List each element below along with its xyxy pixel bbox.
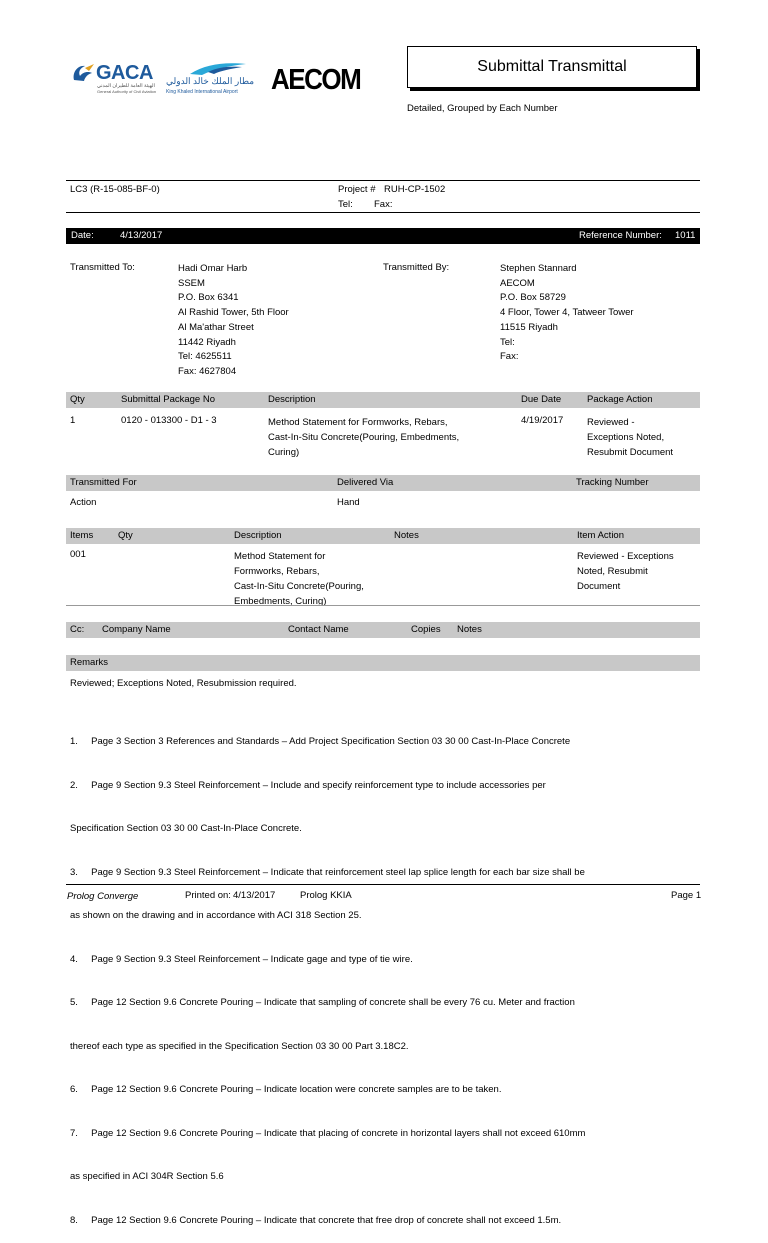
delivered-via-value: Hand [337, 497, 360, 508]
reference-number-value: 1011 [675, 230, 696, 241]
address-line: Stephen Stannard [500, 263, 577, 274]
gaca-english-name: General Authority of Civil Aviation [97, 89, 157, 94]
address-line: P.O. Box 6341 [178, 292, 239, 304]
text-line: Reviewed - [587, 417, 635, 428]
column-header: Notes [394, 530, 419, 541]
text-line: Reviewed - Exceptions [577, 551, 674, 562]
remarks-header [66, 655, 700, 671]
items-table-header [66, 528, 700, 544]
aecom-logo: AECOM [271, 62, 361, 96]
address-line: SSEM [178, 277, 205, 289]
project-number-label: Project # [338, 184, 376, 195]
column-header: Qty [118, 530, 133, 541]
project-tel-label: Tel: [338, 199, 353, 210]
divider [66, 212, 700, 213]
remark-line: 2. Page 9 Section 9.3 Steel Reinforcement – Include and specify reinforcement type to include accessories per [70, 779, 546, 791]
column-header: Items [70, 530, 94, 541]
transmitted-for-value: Action [70, 497, 97, 508]
address-line: Al Rashid Tower, 5th Floor [178, 307, 289, 319]
item-action [577, 549, 674, 594]
document-title: Submittal Transmittal [407, 46, 697, 88]
gaca-arabic-name: الهيئة العامة للطيران المدني [97, 83, 155, 89]
reference-number-label: Reference Number: [579, 230, 662, 241]
package-qty: 1 [70, 415, 76, 426]
column-header: Tracking Number [576, 477, 649, 488]
cc-table-header [66, 622, 700, 638]
package-table-header [66, 392, 700, 408]
gaca-logo-text: GACA [96, 62, 153, 84]
column-header: Description [234, 530, 282, 541]
column-header: Submittal Package No [121, 394, 215, 405]
address-line: 11515 Riyadh [500, 321, 558, 333]
text-line: Embedments, Curing) [234, 596, 327, 607]
text-line: Noted, Resubmit [577, 566, 648, 577]
remark-line: 4. Page 9 Section 9.3 Steel Reinforcement – Indicate gage and type of tie wire. [70, 953, 413, 965]
address-line: 11442 Riyadh [178, 336, 236, 348]
package-description [268, 415, 459, 460]
footer-project: Prolog KKIA [300, 890, 352, 901]
text-line: Cast-In-Situ Concrete(Pouring, Embedments, [268, 432, 460, 443]
column-header: Company Name [102, 624, 171, 635]
divider [66, 180, 700, 181]
transmit-table-header [66, 475, 700, 491]
remark-line: 8. Page 12 Section 9.6 Concrete Pouring – Indicate that concrete that free drop of concrete shall not exceed 1.5m. [70, 1214, 562, 1226]
address-line: Fax: 4627804 [178, 365, 237, 377]
package-number: 0120 - 013300 - D1 - 3 [121, 415, 217, 426]
address-line: P.O. Box 58729 [500, 292, 566, 304]
address-line: AECOM [500, 277, 535, 289]
transmitted-to-address [178, 262, 289, 380]
column-header: Due Date [521, 394, 562, 405]
date-label: Date: [71, 230, 94, 241]
remark-line: 7. Page 12 Section 9.6 Concrete Pouring – Indicate that placing of concrete in horizontal layers shall not exceed 610mm [70, 1127, 586, 1139]
text-line: Formworks, Rebars, [234, 566, 320, 577]
footer-app-name: Prolog Converge [67, 891, 139, 902]
project-number: RUH-CP-1502 [384, 184, 446, 195]
footer-printed-label: Printed on: [185, 890, 231, 901]
remarks-summary: Reviewed; Exceptions Noted, Resubmission required. [70, 678, 297, 689]
column-header: Description [268, 394, 316, 405]
transmitted-by-address [500, 262, 634, 365]
address-line: Hadi Omar Harb [178, 263, 248, 274]
remarks-title: Remarks [70, 657, 109, 668]
kkia-english-name: King Khaled International Airport [166, 89, 238, 95]
column-header: Qty [70, 394, 85, 405]
remarks-list [70, 706, 585, 1243]
text-line: Document [577, 581, 621, 592]
text-line: Curing) [268, 447, 300, 458]
text-line: Resubmit Document [587, 447, 674, 458]
address-line: Tel: 4625511 [178, 351, 232, 363]
transmitted-to-label: Transmitted To: [70, 262, 135, 273]
divider [66, 605, 700, 606]
address-line: Al Ma'athar Street [178, 321, 254, 333]
address-line: Tel: [500, 336, 515, 348]
remark-line: 5. Page 12 Section 9.6 Concrete Pouring – Indicate that sampling of concrete shall be every 76 cu. Meter and fraction [70, 997, 575, 1008]
item-description [234, 549, 364, 609]
remark-line: 1. Page 3 Section 3 References and Standards – Add Project Specification Section 03 30 00 Cast-In-Place Concrete [70, 736, 571, 747]
date-bar [66, 228, 700, 244]
footer-printed-date: 4/13/2017 [233, 890, 276, 901]
footer-page-number: Page 1 [671, 890, 702, 901]
header-logos [70, 58, 361, 100]
remark-line: 3. Page 9 Section 9.3 Steel Reinforcement – Indicate that reinforcement steel lap splice length for each bar size shall be [70, 866, 585, 878]
item-number: 001 [70, 549, 86, 560]
gaca-logo-icon [70, 62, 96, 86]
column-header: Cc: [70, 624, 85, 635]
remark-line: Specification Section 03 30 00 Cast-In-Place Concrete. [70, 823, 302, 834]
column-header: Contact Name [288, 624, 349, 635]
address-line: Fax: [500, 351, 519, 363]
address-line: 4 Floor, Tower 4, Tatweer Tower [500, 307, 634, 319]
transmitted-by-label: Transmitted By: [383, 262, 450, 273]
document-subtitle: Detailed, Grouped by Each Number [407, 103, 558, 114]
kkia-logo-icon [188, 62, 248, 76]
project-fax-label: Fax: [374, 199, 393, 210]
text-line: Method Statement for Formworks, Rebars, [268, 417, 448, 428]
kkia-arabic-name: مطار الملك خالد الدولي [166, 76, 255, 86]
remark-line: 6. Page 12 Section 9.6 Concrete Pouring – Indicate location were concrete samples are to be taken. [70, 1084, 502, 1095]
column-header: Copies [411, 624, 441, 635]
text-line: Method Statement for [234, 551, 326, 562]
package-action [587, 415, 673, 460]
project-code: LC3 (R-15-085-BF-0) [70, 184, 160, 195]
text-line: Exceptions Noted, [587, 432, 665, 443]
remark-line: as shown on the drawing and in accordance with ACI 318 Section 25. [70, 910, 362, 921]
footer-divider [66, 884, 700, 885]
column-header: Delivered Via [337, 477, 394, 488]
column-header: Item Action [577, 530, 624, 541]
package-due-date: 4/19/2017 [521, 415, 564, 426]
date-value: 4/13/2017 [120, 230, 163, 241]
column-header: Transmitted For [70, 477, 137, 488]
remark-line: as specified in ACI 304R Section 5.6 [70, 1171, 224, 1182]
column-header: Notes [457, 624, 482, 635]
column-header: Package Action [587, 394, 653, 405]
remark-line: thereof each type as specified in the Specification Section 03 30 00 Part 3.18C2. [70, 1040, 409, 1052]
text-line: Cast-In-Situ Concrete(Pouring, [234, 581, 364, 592]
